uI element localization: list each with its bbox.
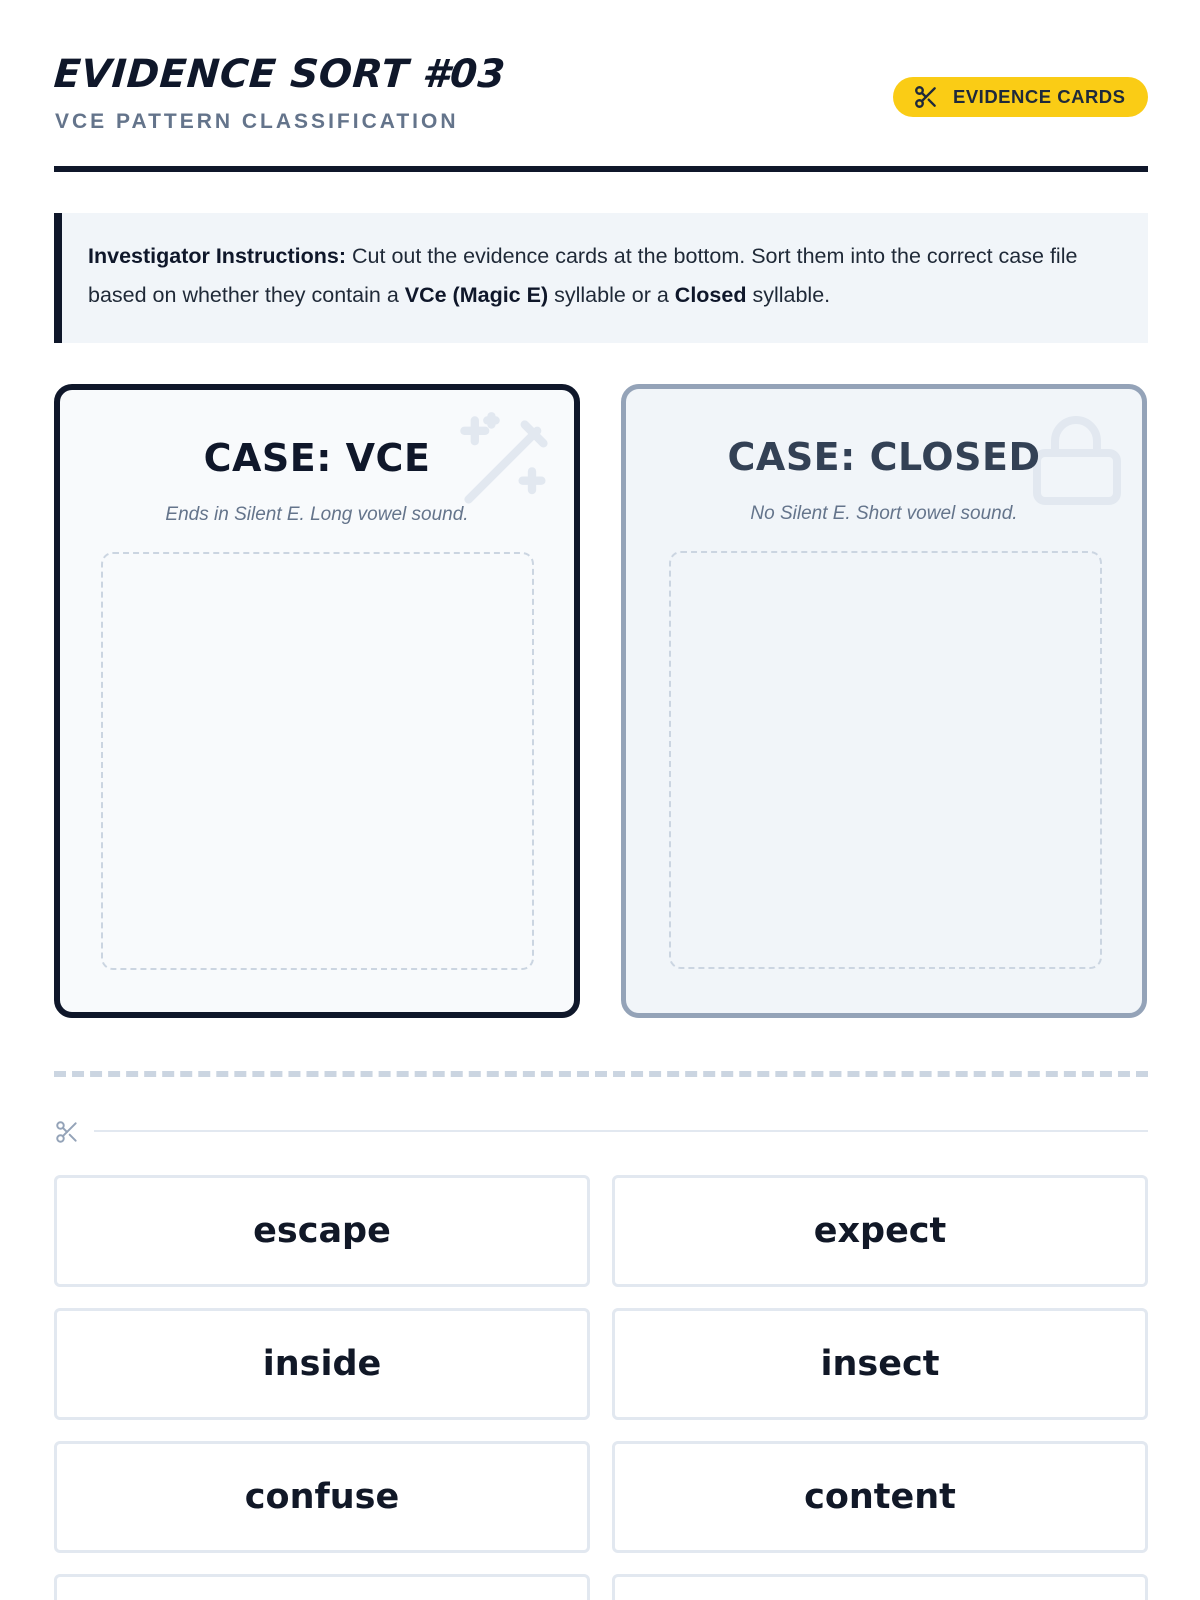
case-closed-title: CASE: CLOSED (727, 435, 1041, 479)
header-divider (54, 166, 1148, 172)
evidence-card[interactable] (54, 1574, 590, 1600)
evidence-cards-badge (893, 77, 1148, 117)
evidence-card[interactable]: content (612, 1441, 1148, 1553)
evidence-card[interactable]: escape (54, 1175, 590, 1287)
instructions-lead: Investigator Instructions: (88, 244, 347, 268)
instructions-text-2: syllable or a (548, 283, 675, 307)
case-vce-panel (54, 384, 580, 1018)
instructions-term-vce: VCe (Magic E) (404, 283, 549, 307)
evidence-card[interactable]: inside (54, 1308, 590, 1420)
case-closed-subtitle: No Silent E. Short vowel sound. (750, 503, 1018, 524)
case-vce-title: CASE: VCE (203, 436, 431, 480)
case-closed-panel (621, 384, 1147, 1018)
page-subtitle: VCE PATTERN CLASSIFICATION (55, 110, 459, 133)
evidence-card[interactable]: insect (612, 1308, 1148, 1420)
scissors-icon (913, 84, 939, 110)
case-closed-dropzone[interactable] (669, 551, 1102, 969)
instructions-box (54, 213, 1148, 343)
instructions-text-3: syllable. (746, 283, 831, 307)
page-title: EVIDENCE SORT #03 (52, 52, 508, 97)
evidence-card[interactable]: confuse (54, 1441, 590, 1553)
instructions-term-closed: Closed (674, 283, 747, 307)
case-vce-dropzone[interactable] (101, 552, 534, 970)
evidence-card[interactable] (612, 1574, 1148, 1600)
scissors-icon (54, 1119, 80, 1145)
case-vce-subtitle: Ends in Silent E. Long vowel sound. (165, 504, 469, 525)
evidence-card[interactable]: expect (612, 1175, 1148, 1287)
instructions-text-1: Cut out the evidence cards at the bottom. Sort them into the correct case file based on whether they contain a (88, 244, 1078, 307)
cut-line (54, 1071, 1148, 1077)
badge-label: EVIDENCE CARDS (953, 86, 1126, 107)
cut-guide-line (94, 1130, 1148, 1132)
